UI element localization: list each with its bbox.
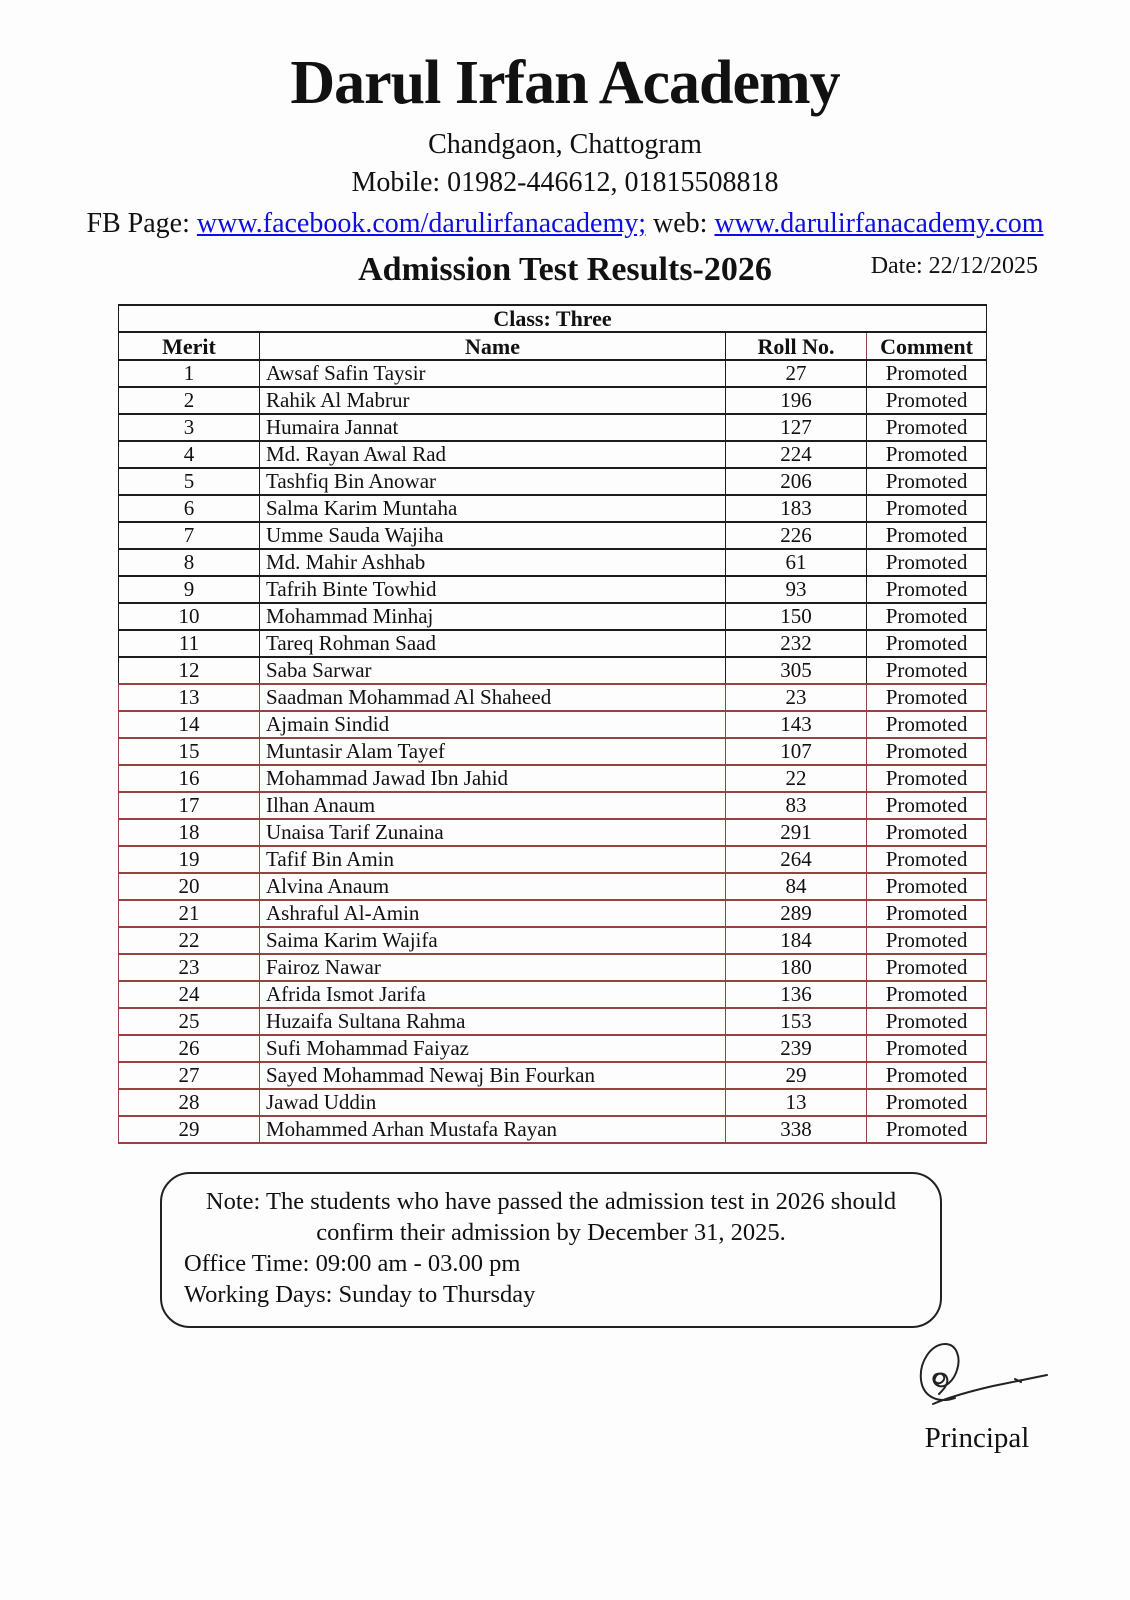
cell-comment: Promoted [867,549,987,576]
table-row [119,522,987,549]
cell-merit: 18 [119,819,260,846]
cell-roll: 153 [726,1008,867,1035]
cell-name: Tafif Bin Amin [260,846,726,873]
cell-roll: 61 [726,549,867,576]
cell-roll: 143 [726,711,867,738]
column-header-name: Name [260,332,726,360]
table-row [119,441,987,468]
cell-merit: 14 [119,711,260,738]
cell-merit: 21 [119,900,260,927]
cell-merit: 11 [119,630,260,657]
cell-comment: Promoted [867,414,987,441]
table-row [119,1035,987,1062]
cell-name: Md. Mahir Ashhab [260,549,726,576]
cell-name: Afrida Ismot Jarifa [260,981,726,1008]
cell-comment: Promoted [867,1008,987,1035]
column-header-comment: Comment [867,332,987,360]
table-row [119,630,987,657]
cell-name: Tashfiq Bin Anowar [260,468,726,495]
cell-merit: 26 [119,1035,260,1062]
cell-comment: Promoted [867,684,987,711]
cell-comment: Promoted [867,495,987,522]
column-header-row [119,332,987,360]
results-table-body [119,360,987,1143]
class-header-row [119,305,987,332]
table-row [119,1116,987,1143]
cell-merit: 22 [119,927,260,954]
cell-merit: 4 [119,441,260,468]
working-days: Working Days: Sunday to Thursday [184,1281,536,1308]
cell-roll: 291 [726,819,867,846]
cell-name: Muntasir Alam Tayef [260,738,726,765]
table-row [119,495,987,522]
cell-name: Fairoz Nawar [260,954,726,981]
cell-roll: 224 [726,441,867,468]
cell-comment: Promoted [867,630,987,657]
table-row [119,1062,987,1089]
table-row [119,738,987,765]
cell-comment: Promoted [867,738,987,765]
cell-merit: 10 [119,603,260,630]
cell-roll: 136 [726,981,867,1008]
cell-roll: 13 [726,1089,867,1116]
cell-merit: 12 [119,657,260,684]
cell-name: Umme Sauda Wajiha [260,522,726,549]
cell-name: Huzaifa Sultana Rahma [260,1008,726,1035]
cell-name: Tareq Rohman Saad [260,630,726,657]
table-row [119,846,987,873]
cell-roll: 180 [726,954,867,981]
cell-roll: 289 [726,900,867,927]
table-row [119,603,987,630]
signature-block [882,1338,1072,1454]
cell-roll: 206 [726,468,867,495]
cell-merit: 25 [119,1008,260,1035]
cell-roll: 23 [726,684,867,711]
cell-roll: 150 [726,603,867,630]
cell-comment: Promoted [867,657,987,684]
cell-comment: Promoted [867,765,987,792]
cell-roll: 338 [726,1116,867,1143]
cell-merit: 3 [119,414,260,441]
table-row [119,711,987,738]
cell-name: Md. Rayan Awal Rad [260,441,726,468]
table-row [119,360,987,387]
cell-roll: 84 [726,873,867,900]
cell-comment: Promoted [867,441,987,468]
cell-comment: Promoted [867,954,987,981]
cell-comment: Promoted [867,900,987,927]
column-header-merit: Merit [119,332,260,360]
cell-roll: 107 [726,738,867,765]
cell-comment: Promoted [867,360,987,387]
cell-roll: 29 [726,1062,867,1089]
title-row [0,248,1130,292]
web-label: web: [646,208,715,239]
cell-merit: 28 [119,1089,260,1116]
cell-comment: Promoted [867,792,987,819]
cell-roll: 83 [726,792,867,819]
website-link[interactable]: www.darulirfanacademy.com [714,208,1044,239]
cell-comment: Promoted [867,576,987,603]
cell-comment: Promoted [867,1116,987,1143]
table-row [119,549,987,576]
principal-label: Principal [924,1422,1030,1454]
cell-name: Humaira Jannat [260,414,726,441]
cell-merit: 13 [119,684,260,711]
cell-merit: 5 [119,468,260,495]
cell-name: Ashraful Al-Amin [260,900,726,927]
cell-comment: Promoted [867,819,987,846]
cell-comment: Promoted [867,711,987,738]
cell-name: Awsaf Safin Taysir [260,360,726,387]
cell-roll: 93 [726,576,867,603]
cell-comment: Promoted [867,1035,987,1062]
cell-merit: 23 [119,954,260,981]
cell-name: Tafrih Binte Towhid [260,576,726,603]
date-label: Date: 22/12/2025 [870,253,1038,279]
cell-comment: Promoted [867,468,987,495]
cell-name: Unaisa Tarif Zunaina [260,819,726,846]
table-row [119,981,987,1008]
cell-name: Ajmain Sindid [260,711,726,738]
cell-comment: Promoted [867,981,987,1008]
cell-comment: Promoted [867,387,987,414]
fb-page-link[interactable]: www.facebook.com/darulirfanacademy; [196,208,646,239]
column-header-roll: Roll No. [726,332,867,360]
table-row [119,576,987,603]
page-title: Admission Test Results-2026 [358,251,772,288]
cell-merit: 19 [119,846,260,873]
cell-name: Ilhan Anaum [260,792,726,819]
academy-name: Darul Irfan Academy [290,49,840,117]
fb-page-label: FB Page: [86,208,197,239]
cell-comment: Promoted [867,1089,987,1116]
table-row [119,684,987,711]
signature-flourish-icon [897,1338,1057,1422]
table-row [119,792,987,819]
table-row [119,414,987,441]
table-row [119,873,987,900]
cell-merit: 6 [119,495,260,522]
cell-merit: 8 [119,549,260,576]
cell-name: Jawad Uddin [260,1089,726,1116]
table-row [119,954,987,981]
note-line-2: confirm their admission by December 31, 2025. [316,1219,786,1246]
cell-name: Alvina Anaum [260,873,726,900]
cell-comment: Promoted [867,846,987,873]
class-header: Class: Three [119,305,987,332]
note-box [160,1172,942,1328]
cell-merit: 1 [119,360,260,387]
cell-roll: 264 [726,846,867,873]
cell-merit: 16 [119,765,260,792]
cell-comment: Promoted [867,873,987,900]
table-row [119,387,987,414]
cell-name: Mohammad Minhaj [260,603,726,630]
cell-roll: 232 [726,630,867,657]
cell-comment: Promoted [867,603,987,630]
cell-name: Mohammed Arhan Mustafa Rayan [260,1116,726,1143]
cell-merit: 27 [119,1062,260,1089]
cell-comment: Promoted [867,1062,987,1089]
mobile-line: Mobile: 01982-446612, 01815508818 [351,167,779,198]
links-line [0,208,1130,240]
cell-roll: 196 [726,387,867,414]
cell-roll: 183 [726,495,867,522]
cell-roll: 239 [726,1035,867,1062]
cell-merit: 7 [119,522,260,549]
note-line-1: Note: The students who have passed the admission test in 2026 should [205,1188,897,1215]
table-row [119,927,987,954]
cell-comment: Promoted [867,522,987,549]
academy-address: Chandgaon, Chattogram [428,129,702,160]
cell-merit: 24 [119,981,260,1008]
cell-name: Salma Karim Muntaha [260,495,726,522]
office-time: Office Time: 09:00 am - 03.00 pm [184,1250,521,1277]
cell-name: Mohammad Jawad Ibn Jahid [260,765,726,792]
cell-merit: 2 [119,387,260,414]
cell-merit: 20 [119,873,260,900]
table-row [119,765,987,792]
cell-roll: 27 [726,360,867,387]
cell-name: Sufi Mohammad Faiyaz [260,1035,726,1062]
cell-name: Saadman Mohammad Al Shaheed [260,684,726,711]
cell-roll: 127 [726,414,867,441]
table-row [119,657,987,684]
cell-merit: 9 [119,576,260,603]
cell-merit: 15 [119,738,260,765]
table-row [119,900,987,927]
cell-merit: 29 [119,1116,260,1143]
table-row [119,1008,987,1035]
results-table [118,304,987,1144]
table-row [119,1089,987,1116]
table-row [119,819,987,846]
cell-roll: 22 [726,765,867,792]
table-row [119,468,987,495]
cell-comment: Promoted [867,927,987,954]
cell-name: Sayed Mohammad Newaj Bin Fourkan [260,1062,726,1089]
cell-merit: 17 [119,792,260,819]
cell-roll: 305 [726,657,867,684]
cell-name: Rahik Al Mabrur [260,387,726,414]
cell-name: Saba Sarwar [260,657,726,684]
cell-name: Saima Karim Wajifa [260,927,726,954]
cell-roll: 184 [726,927,867,954]
cell-roll: 226 [726,522,867,549]
